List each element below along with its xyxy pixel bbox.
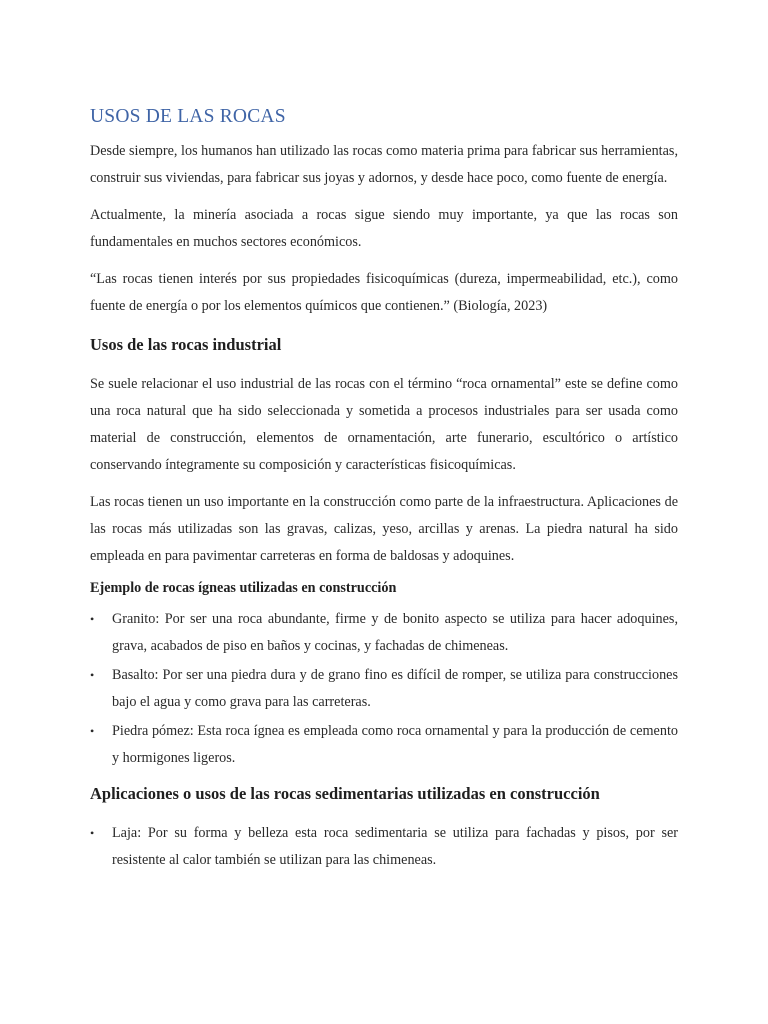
list-item-laja [90, 820, 678, 874]
intro-quote-paragraph: “Las rocas tienen interés por sus propiedades fisicoquímicas (dureza, impermeabilidad, etc.), como fuente de energía o por los elementos químicos que contienen.” (Biología, 2023) [90, 271, 678, 314]
document-page [90, 106, 678, 876]
heading-sedimentary-uses: Aplicaciones o usos de las rocas sedimentarias utilizadas en construcción [90, 784, 600, 803]
industrial-paragraph-2: Las rocas tienen un uso importante en la construcción como parte de la infraestructura. Aplicaciones de las rocas más utilizadas son las gravas, calizas, yeso, arcillas y arenas. La piedra natural ha sido empleada en para pavimentar carreteras en forma de baldosas y adoquines. [90, 494, 678, 564]
list-item-text: Piedra pómez: Esta roca ígnea es empleada como roca ornamental y para la producción de cemento y hormigones ligeros. [112, 723, 678, 766]
sedimentary-rock-list [90, 820, 678, 874]
igneous-rock-list [90, 606, 678, 772]
industrial-paragraph-1: Se suele relacionar el uso industrial de las rocas con el término “roca ornamental” este se define como una roca natural que ha sido seleccionada y sometida a procesos industriales para ser usada como material de construcción, elementos de ornamentación, arte funerario, escultórico o artístico conservando íntegramente su composición y características fisicoquímicas. [90, 376, 678, 473]
list-item-text: Basalto: Por ser una piedra dura y de grano fino es difícil de romper, se utiliza para construcciones bajo el agua y como grava para las carreteras. [112, 667, 678, 710]
bullet-icon: • [90, 724, 95, 738]
heading-igneous-examples: Ejemplo de rocas ígneas utilizadas en construcción [90, 580, 397, 596]
intro-paragraph-2: Actualmente, la minería asociada a rocas sigue siendo muy importante, ya que las rocas son fundamentales en muchos sectores económicos. [90, 207, 678, 250]
list-item-text: Laja: Por su forma y belleza esta roca sedimentaria se utiliza para fachadas y pisos, por ser resistente al calor también se utilizan para las chimeneas. [112, 825, 678, 868]
list-item-piedra-pomez [90, 718, 678, 772]
bullet-icon: • [90, 612, 95, 626]
list-item-basalto [90, 662, 678, 716]
list-item-granito [90, 606, 678, 660]
document-title: USOS DE LAS ROCAS [90, 106, 286, 127]
bullet-icon: • [90, 668, 95, 682]
list-item-text: Granito: Por ser una roca abundante, firme y de bonito aspecto se utiliza para hacer adoquines, grava, acabados de piso en baños y cocinas, y fachadas de chimeneas. [112, 611, 678, 654]
bullet-icon: • [90, 826, 95, 840]
intro-paragraph-1: Desde siempre, los humanos han utilizado las rocas como materia prima para fabricar sus herramientas, construir sus viviendas, para fabricar sus joyas y adornos, y desde hace poco, como fuente de energía. [90, 143, 678, 186]
heading-industrial-uses: Usos de las rocas industrial [90, 335, 282, 354]
